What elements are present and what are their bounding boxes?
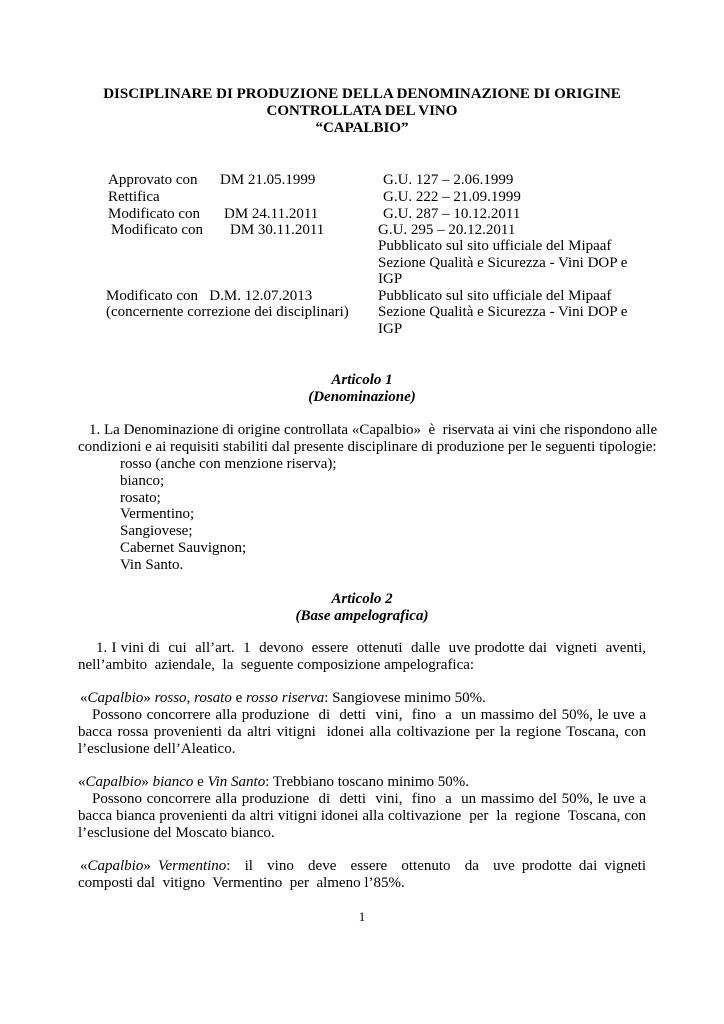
rosato-italic-type: rosato: [194, 690, 232, 706]
wine-type-item: rosso (anche con menzione riserva);: [120, 456, 337, 472]
wine-type-item: Sangiovese;: [120, 523, 193, 539]
approval-dm: DM 21.05.1999: [220, 172, 316, 188]
rosso-italic-name: Capalbio: [87, 690, 144, 706]
rosso-heading: «Capalbio» rosso, rosato e rosso riserva: Sangiovese minimo 50%.: [80, 690, 486, 706]
modifica-dm: DM 24.11.2011: [224, 206, 319, 222]
modification-2013-line1: Modificato con D.M. 12.07.2013: [106, 288, 313, 304]
rettifica-gu: G.U. 222 – 21.09.1999: [383, 189, 521, 205]
vermentino-italic-type: Vermentino: [157, 858, 227, 874]
bianco-italic-type: bianco: [152, 774, 194, 790]
vermentino-italic-name: Capalbio: [87, 858, 144, 874]
bianco-italic-name: Capalbio: [85, 774, 142, 790]
publication-note-line: Sezione Qualità e Sicurezza - Vini DOP e: [378, 304, 628, 320]
wine-type-item: bianco;: [120, 473, 165, 489]
modifica-dm: DM 30.11.2011: [230, 222, 325, 238]
article2-paragraph1: 1. I vini di cui all’art. 1 devono essere ottenuti dalle uve prodotte dai vigneti aventi, nell’ambito aziendale, la seguente composizione ampelografica:: [78, 640, 650, 673]
article2-subtitle: (Base ampelografica): [295, 608, 429, 624]
riserva-italic-type: rosso riserva: [246, 690, 325, 706]
wine-type-item: Vin Santo.: [120, 557, 184, 573]
bianco-heading: «Capalbio» bianco e Vin Santo: Trebbiano toscano minimo 50%.: [78, 774, 469, 790]
modification-2013-line2: (concernente correzione dei disciplinari): [106, 304, 349, 320]
article1-paragraph-line1: 1. La Denominazione di origine controllata «Capalbio» è riservata ai vini che rispondono alle: [89, 422, 658, 438]
page-number: 1: [358, 909, 366, 924]
bianco-body: Possono concorrere alla produzione di detti vini, fino a un massimo del 50%, le uve a bacca bianca provenienti da altri vitigni idonei alla coltivazione per la regione Toscana, con l’esclusione del Moscato bianco.: [78, 791, 650, 841]
rettifica-label: Rettifica: [108, 189, 160, 205]
document-title-line2: CONTROLLATA DEL VINO: [266, 103, 458, 119]
publication-note-line: Pubblicato sul sito ufficiale del Mipaaf: [378, 288, 612, 304]
approval-gu: G.U. 127 – 2.06.1999: [383, 172, 514, 188]
article1-subtitle: (Denominazione): [308, 389, 416, 405]
publication-note-line: IGP: [378, 321, 403, 337]
approval-label: Approvato con: [108, 172, 198, 188]
modifica-gu: G.U. 295 – 20.12.2011: [378, 222, 516, 238]
modifica-label: Modificato con: [111, 222, 204, 238]
article2-title: Articolo 2: [331, 591, 393, 607]
rosso-italic-type: rosso: [154, 690, 187, 706]
article1-title: Articolo 1: [331, 372, 393, 388]
modifica-gu: G.U. 287 – 10.12.2011: [383, 206, 521, 222]
publication-note-line: IGP: [378, 271, 403, 287]
bianco-value: Trebbiano toscano minimo 50%.: [272, 774, 469, 790]
wine-type-item: Cabernet Sauvignon;: [120, 540, 247, 556]
wine-type-item: Vermentino;: [120, 506, 195, 522]
modifica-label: Modificato con: [108, 206, 201, 222]
vermentino-body: : il vino deve essere ottenuto da uve prodotte dai vigneti composti dal vitigno Vermentino per almeno l’85%.: [78, 858, 654, 891]
publication-note-line: Sezione Qualità e Sicurezza - Vini DOP e: [378, 255, 628, 271]
rosso-value: Sangiovese minimo 50%.: [332, 690, 486, 706]
document-title-line1: DISCIPLINARE DI PRODUZIONE DELLA DENOMINAZIONE DI ORIGINE: [103, 86, 621, 102]
wine-type-item: rosato;: [120, 490, 161, 506]
rosso-body: Possono concorrere alla produzione di detti vini, fino a un massimo del 50%, le uve a bacca rossa provenienti da altri vitigni idonei alla coltivazione per la regione Toscana, con l’esclusione dell’Aleatico.: [78, 707, 650, 757]
vinsanto-italic-type: Vin Santo: [207, 774, 266, 790]
document-title-line3: “CAPALBIO”: [315, 120, 409, 136]
article1-paragraph-line2: condizioni e ai requisiti stabiliti dal presente disciplinare di produzione per le seguenti tipologie:: [78, 439, 657, 455]
vermentino-paragraph: «Capalbio» Vermentino: il vino deve essere ottenuto da uve prodotte dai vigneti composti dal vitigno Vermentino per almeno l’85%.: [78, 858, 654, 891]
publication-note-line: Pubblicato sul sito ufficiale del Mipaaf: [378, 238, 612, 254]
